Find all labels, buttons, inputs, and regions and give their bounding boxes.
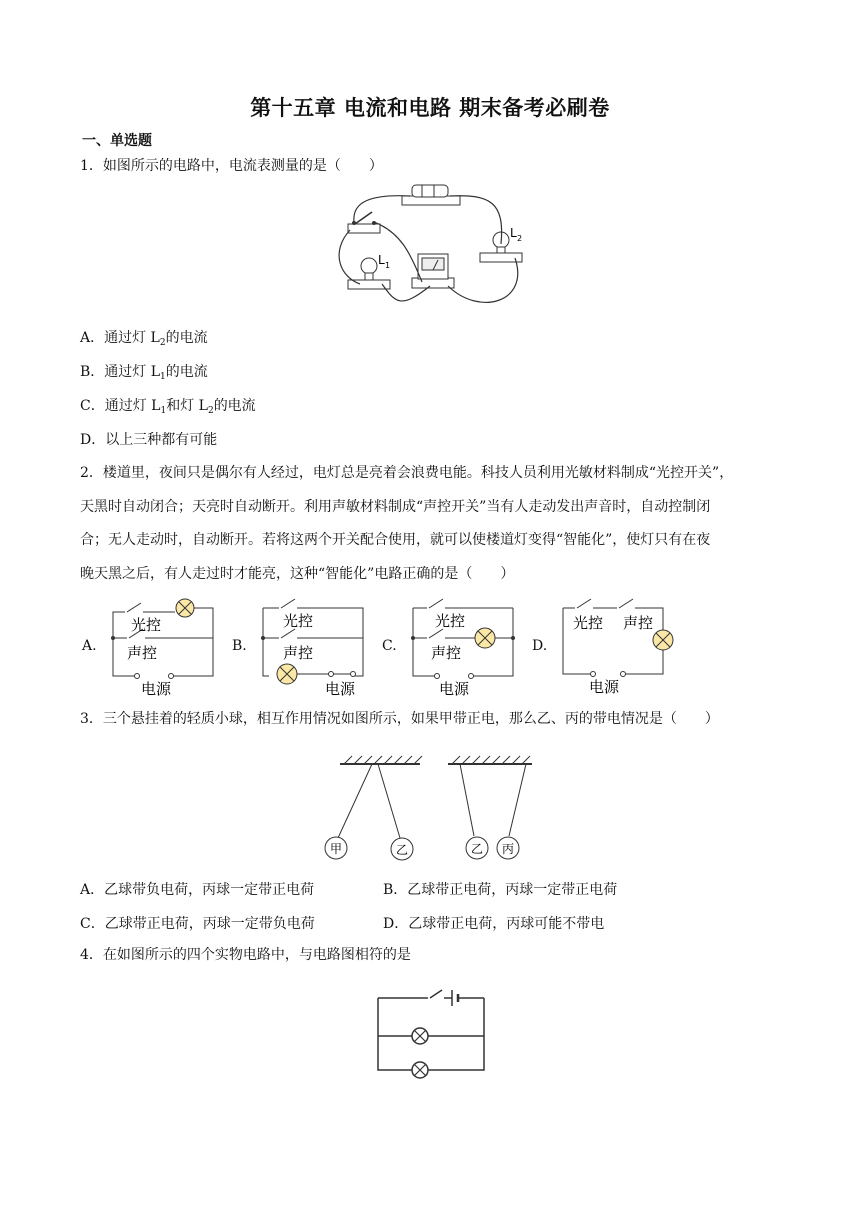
- q1-label-L2: L: [510, 226, 517, 240]
- ball-yi-right: 乙: [470, 842, 484, 856]
- svg-text:声控: 声控: [623, 614, 654, 632]
- svg-text:1: 1: [385, 261, 391, 270]
- q1-option-C[interactable]: C．通过灯 $L_1$和灯 $L_2$的电流: [80, 398, 256, 416]
- q2-option-B-letter[interactable]: B.: [232, 638, 247, 654]
- q1-option-A[interactable]: A．通过灯 $L_2$的电流: [80, 330, 208, 348]
- q2-option-B-circuit[interactable]: [255, 594, 370, 696]
- q1-stem: 1．如图所示的电路中，电流表测量的是（ ）: [80, 158, 383, 174]
- svg-text:声控: 声控: [431, 644, 462, 662]
- ball-jia: 甲: [329, 842, 343, 856]
- svg-text:声控: 声控: [283, 644, 314, 662]
- q3-option-C[interactable]: C．乙球带正电荷，丙球一定带负电荷: [80, 916, 315, 932]
- q1-option-B[interactable]: B．通过灯 $L_1$的电流: [80, 364, 208, 382]
- q3-option-D[interactable]: D．乙球带正电荷，丙球可能不带电: [383, 916, 605, 932]
- q3-option-A[interactable]: A．乙球带负电荷，丙球一定带正电荷: [80, 882, 315, 898]
- q3-option-B[interactable]: B．乙球带正电荷，丙球一定带正电荷: [383, 882, 618, 898]
- svg-text:声控: 声控: [127, 644, 158, 662]
- svg-text:光控: 光控: [131, 616, 162, 634]
- q2-option-A-letter[interactable]: A.: [82, 638, 97, 654]
- svg-text:光控: 光控: [573, 614, 604, 632]
- q1-label-L1: L: [378, 253, 385, 267]
- q2-option-D-letter[interactable]: D.: [532, 638, 548, 654]
- q4-stem: 4．在如图所示的四个实物电路中，与电路图相符的是: [80, 947, 411, 963]
- q2-option-C-circuit[interactable]: [405, 594, 520, 696]
- q2-option-D-circuit[interactable]: [555, 594, 680, 696]
- q3-pendulum-figure: [310, 752, 550, 864]
- q4-circuit-diagram: [372, 984, 492, 1084]
- q2-stem: 2．楼道里，夜间只是偶尔有人经过，电灯总是亮着会浪费电能。科技人员利用光敏材料制成“光控开关”， 天黑时自动闭合；天亮时自动断开。利用声敏材料制成“声控开关”当有人走动发出声音时，自动控制闭 合；无人走动时，自动断开。若将这两个开关配合使用，就可以使楼道灯变得“智能化”，使灯只有在夜 晚天黑之后，有人走过时才能亮，这种“智能化”电路正确的是（ ）: [80, 465, 734, 582]
- svg-text:电源: 电源: [325, 680, 356, 696]
- q1-circuit-figure: [330, 182, 540, 317]
- svg-text:2: 2: [517, 234, 523, 243]
- ball-yi-left: 乙: [395, 843, 409, 857]
- ball-bing: 丙: [501, 842, 515, 856]
- q2-option-A-circuit[interactable]: [105, 594, 220, 696]
- svg-text:电源: 电源: [589, 678, 620, 696]
- q1-option-D[interactable]: D．以上三种都有可能: [80, 432, 218, 448]
- svg-text:光控: 光控: [283, 612, 314, 630]
- page-title: 第十五章 电流和电路 期末备考必刷卷: [250, 96, 610, 120]
- svg-text:光控: 光控: [435, 612, 466, 630]
- svg-text:电源: 电源: [439, 680, 470, 696]
- section-heading: 一、单选题: [82, 133, 152, 149]
- q2-option-C-letter[interactable]: C.: [382, 638, 397, 654]
- svg-text:电源: 电源: [141, 680, 172, 696]
- q3-stem: 3．三个悬挂着的轻质小球，相互作用情况如图所示，如果甲带正电，那么乙、丙的带电情况是（ ）: [80, 711, 719, 727]
